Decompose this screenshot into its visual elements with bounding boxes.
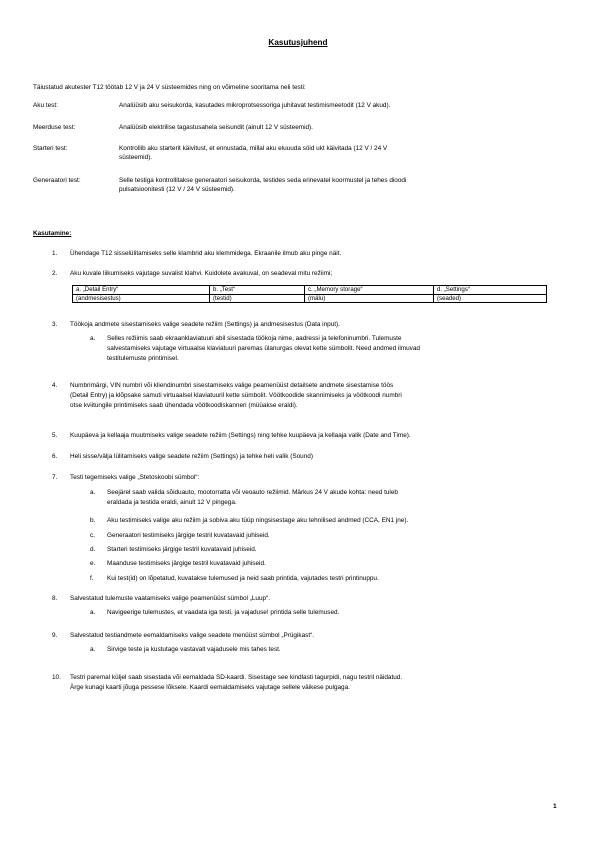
list-number: 5. xyxy=(52,432,58,439)
sub-item-text: Seejärel saab valida sõiduauto, mootorratta või veoauto režiimid. Märkus 24 V akude kohta: need tuleb xyxy=(107,489,398,496)
list-item-text: Kuupäeva ja kellaaja muutmiseks valige seadete režiim (Settings) ning tehke kuupäeva ja kellaaja valik (Date and Time). xyxy=(70,432,411,439)
modes-table-row xyxy=(73,286,547,295)
mode-cell: (mälu) xyxy=(305,294,434,303)
list-number: 7. xyxy=(52,474,58,481)
test-desc-ground: Analüüsib elektrilise tagastusahela seisundit (ainult 12 V süsteemid). xyxy=(119,124,313,131)
test-label-battery: Aku test: xyxy=(33,102,58,109)
sub-item-text: eraldada ja testida eraldi, ainult 12 V pingega. xyxy=(107,499,237,506)
test-label-starter: Starteri test: xyxy=(33,145,68,152)
list-item-text: Aku kuvale liikumiseks vajutage suvalist klahvi. Kuidolete avakuval, on seadeval mitu režiimi; xyxy=(70,270,333,277)
mode-cell: b. „Test“ xyxy=(210,286,305,295)
page-number: 1 xyxy=(553,803,557,810)
test-desc-battery: Analüüsib aku seisukorda, kasutades mikroprotsessoriga juhitavat testimismeetodit (12 V akud). xyxy=(119,102,391,109)
sub-letter: a. xyxy=(90,646,96,653)
test-label-ground: Meerduse test: xyxy=(33,124,76,131)
mode-cell: d. „Settings“ xyxy=(434,286,547,295)
sub-letter: d. xyxy=(90,546,96,553)
sub-item-text: Kui test(id) on lõpetatud, kuvatakse tulemused ja neid saab printida, vajutades testri printinuppu. xyxy=(107,575,379,582)
sub-letter: a. xyxy=(90,489,96,496)
list-item-text: Ühendage T12 sisselülitamiseks selle klambrid aku klemmidega. Ekraanile ilmub aku pinge näit. xyxy=(70,250,342,257)
list-item-text: Töökoja andmete sisestamiseks valige seadete režiim (Settings) ja andmesisestus (Data input). xyxy=(70,321,340,328)
sub-item-text: testitulemuste printimisel. xyxy=(107,355,179,362)
intro-text: Täiustatud akutester T12 töötab 12 V ja 24 V süsteemides ning on võimeline sooritama neli testi: xyxy=(33,84,306,91)
list-item-text: Numbrimärgi, VIN numbri või kliendinumbri sisestamiseks valige peamenüüst detailsete andmete sisestamise töös xyxy=(70,382,394,389)
sub-letter: c. xyxy=(90,532,95,539)
mode-cell: c. „Memory storage“ xyxy=(305,286,434,295)
sub-item-text: salvestamiseks vajutage virtuaalse klaviatuuri paremas ülanurgas olevat kette sümbolit. Need andmed ilmuvad xyxy=(107,345,420,352)
sub-item-text: Generaatori testimiseks järgige testril kuvatavaid juhiseid. xyxy=(107,532,270,539)
list-item-text: Heli sisse/välja lülitamiseks valige seadete režiim (Settings) ja tehke heli valik (Sound) xyxy=(70,453,313,460)
sub-item-text: Aku testimiseks valige aku režiim ja sobiva aku tüüp ningsisestage aku tehnilised andmed (CCA, EN1 jne). xyxy=(107,517,409,524)
list-number: 8. xyxy=(52,595,58,602)
list-number: 2. xyxy=(52,270,58,277)
sub-item-text: Maanduse testimiseks järgige testril kuvatavaid juhiseid. xyxy=(107,560,266,567)
sub-letter: f. xyxy=(90,575,94,582)
list-number: 6. xyxy=(52,453,58,460)
sub-letter: a. xyxy=(90,335,96,342)
list-item-text: Ärge kunagi kaarti jõuga pessese lõksele. Kaardi eemaldamiseks vajutage sellele väikese pulgaga. xyxy=(70,684,350,691)
sub-item-text: Starteri testimiseks järgige testril kuvatavaid juhiseid. xyxy=(107,546,257,553)
test-desc-generator-cont: pulsatsioonitesti (12 V / 24 V süsteemid). xyxy=(119,186,235,193)
list-item-text: Salvestatud tulemuste vaatamiseks valige peamenüüst sümbol „Luup“. xyxy=(70,595,270,602)
mode-cell: (seaded) xyxy=(434,294,547,303)
sub-item-text: Selles režiimis saab ekraanklaviatuuri abil sisestada töökoja nime, aadressi ja telefoninumbri. Tulemuste xyxy=(107,335,402,342)
test-desc-starter-cont: süsteemid). xyxy=(119,154,153,161)
mode-cell: (andmesisestus) xyxy=(73,294,210,303)
sub-letter: a. xyxy=(90,609,96,616)
test-desc-starter: Kontrollib aku starterit käivitust, et ennustada, millal aku eluuuda söid ukt käivitada (12 V / 24 V xyxy=(119,145,388,152)
modes-table xyxy=(72,285,547,303)
list-number: 1. xyxy=(52,250,58,257)
list-number: 4. xyxy=(52,382,58,389)
list-number: 10. xyxy=(52,674,61,681)
list-item-text: Testri paremal küljel saab sisestada või eemaldada SD-kaardi. Sisestage see kindlasti tagurpidi, nagu testril näidatud. xyxy=(70,674,403,681)
list-number: 9. xyxy=(52,632,58,639)
sub-letter: b. xyxy=(90,517,96,524)
list-item-text: Testi tegemiseks valige „Stetoskoobi sümbol“: xyxy=(70,474,200,481)
sub-item-text: Sirvige teste ja kustutage vastavalt vajadusele mis tahes test. xyxy=(107,646,281,653)
list-item-text: Salvestatud testiandmete eemaldamiseks valige seadete menüüst sümbol „Prügikast“. xyxy=(70,632,315,639)
test-desc-generator: Selle testiga kontrollitakse generaatori seisukorda, testides seda erinevatel koormustel ja tehes dioodi xyxy=(119,177,407,184)
page-title: Kasutusjuhend xyxy=(268,38,328,47)
modes-table-row xyxy=(73,294,547,303)
mode-cell: a. „Detail Entry“ xyxy=(73,286,210,295)
list-item-text: otse kviitungile printimiseks saab ühendada vöötkoodiskanneri (müüakse eraldi). xyxy=(70,402,298,409)
list-number: 3. xyxy=(52,321,58,328)
mode-cell: (testid) xyxy=(210,294,305,303)
sub-letter: e. xyxy=(90,560,96,567)
usage-heading: Kasutamine: xyxy=(33,230,72,237)
list-item-text: (Detail Entry) ja klõpsake samuti virtuaalsel klaviatuuril kette sümbolit. Vöötkoodide skannimiseks ja vöötkoodi numbri xyxy=(70,392,402,399)
test-label-generator: Generaatori test: xyxy=(33,177,81,184)
sub-item-text: Navigeerige tulemustes, et vaadata iga testi, ja vajaduse! printida selle tulemused. xyxy=(107,609,340,616)
